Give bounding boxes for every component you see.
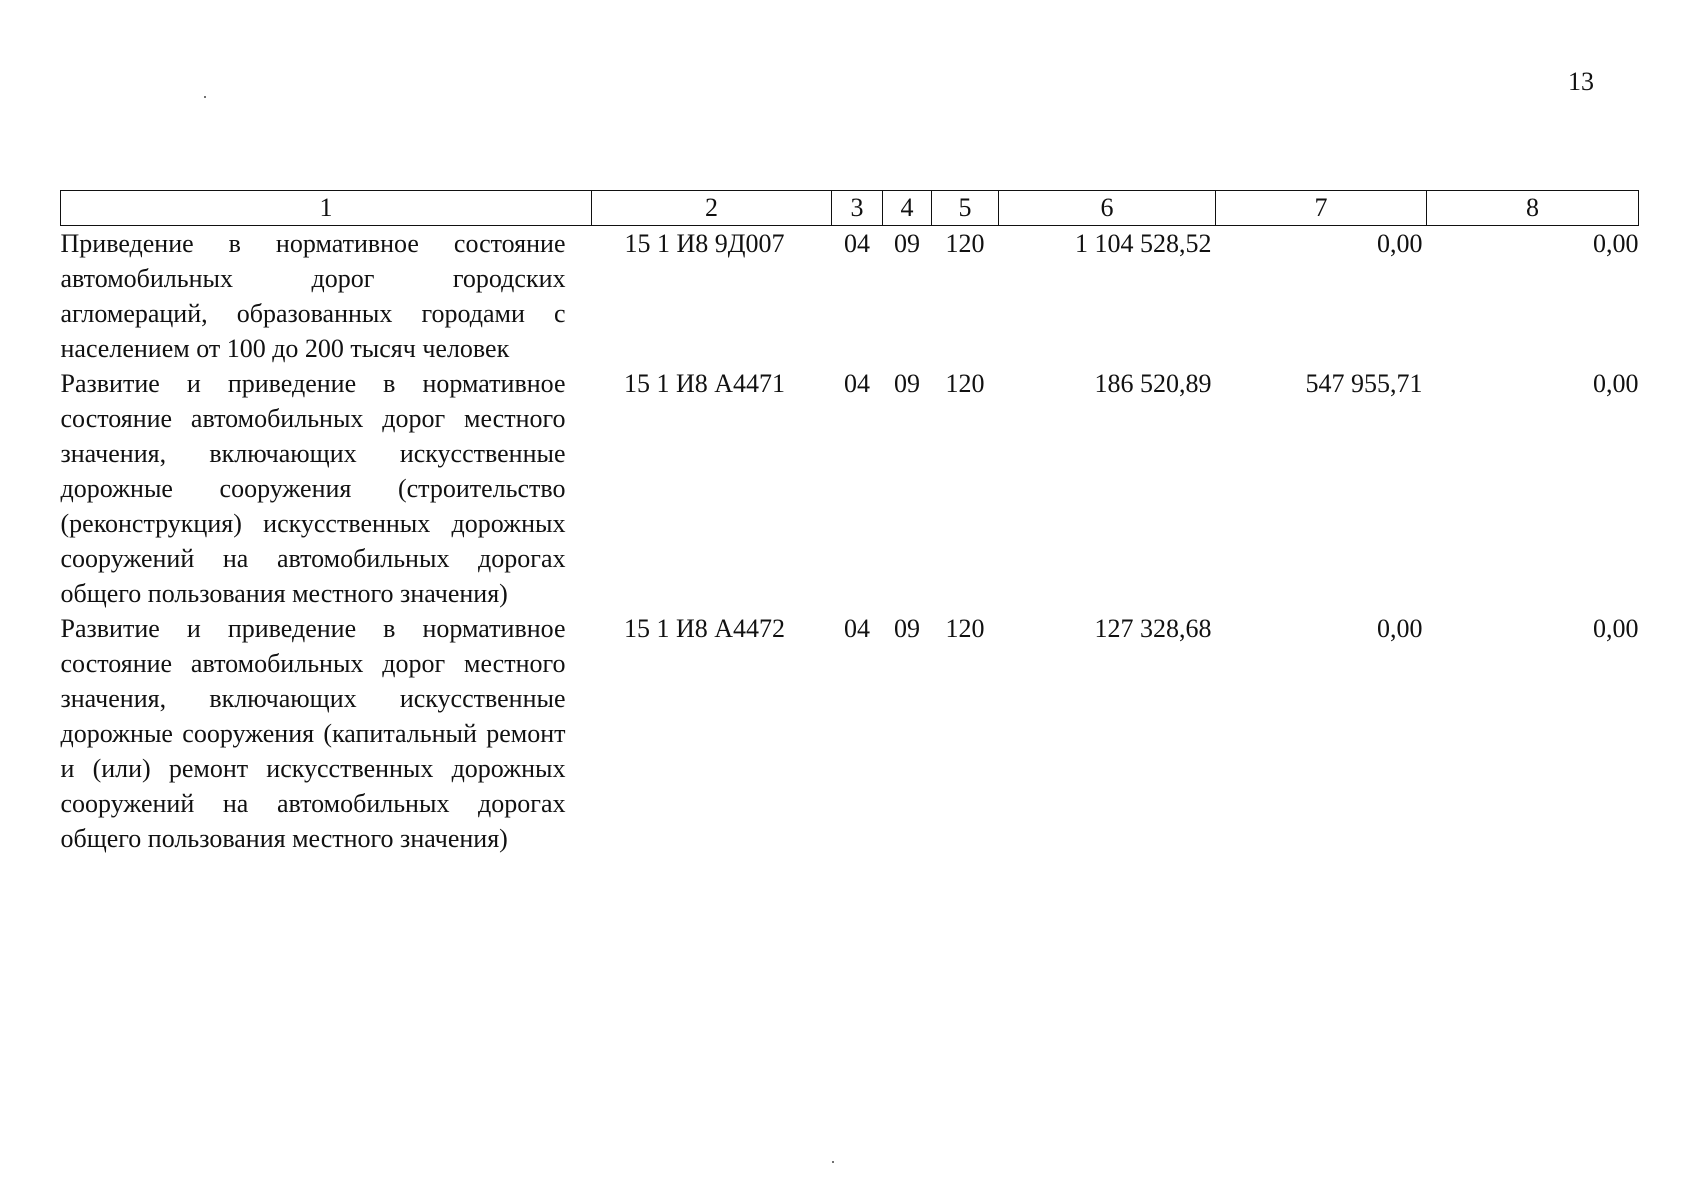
row-code: 15 1 И8 9Д007 — [624, 229, 785, 258]
column-header: 7 — [1216, 191, 1427, 226]
row-subsection: 09 — [894, 614, 920, 643]
row-amount-6: 127 328,68 — [1094, 614, 1212, 643]
row-amount-8: 0,00 — [1593, 369, 1639, 398]
table-row — [61, 226, 1639, 367]
column-header: 5 — [932, 191, 999, 226]
header-row — [61, 191, 1639, 226]
row-amount-6: 186 520,89 — [1094, 369, 1212, 398]
row-section: 04 — [844, 614, 870, 643]
column-header: 2 — [592, 191, 832, 226]
row-amount-7: 0,00 — [1377, 229, 1423, 258]
row-code: 15 1 И8 А4471 — [623, 369, 786, 398]
row-name: Развитие и приведение в нормативное состояние автомобильных дорог местного значения, включающих искусственные дорожные сооружения (строительство (реконструкция) искусственных дорожных сооружений на автомобильных дорогах общего пользования местного значения) — [60, 369, 566, 608]
table-row — [61, 611, 1639, 856]
column-header: 8 — [1427, 191, 1639, 226]
row-expense-type: 120 — [945, 369, 985, 398]
row-name: Развитие и приведение в нормативное состояние автомобильных дорог местного значения, включающих искусственные дорожные сооружения (капитальный ремонт и (или) ремонт искусственных дорожных сооружений на автомобильных дорогах общего пользования местного значения) — [60, 614, 566, 853]
row-amount-8: 0,00 — [1593, 614, 1639, 643]
row-amount-7: 547 955,71 — [1305, 369, 1423, 398]
scan-speck — [832, 1161, 834, 1163]
row-amount-7: 0,00 — [1377, 614, 1423, 643]
row-code: 15 1 И8 А4472 — [623, 614, 786, 643]
table-row — [61, 366, 1639, 611]
row-section: 04 — [844, 229, 870, 258]
row-name: Приведение в нормативное состояние автомобильных дорог городских агломераций, образованных городами с населением от 100 до 200 тысяч человек — [60, 229, 566, 363]
row-subsection: 09 — [894, 369, 920, 398]
scan-speck — [204, 96, 206, 98]
row-expense-type: 120 — [945, 614, 985, 643]
row-expense-type: 120 — [945, 229, 985, 258]
row-subsection: 09 — [894, 229, 920, 258]
row-amount-6: 1 104 528,52 — [1075, 229, 1212, 258]
column-header: 4 — [883, 191, 932, 226]
row-section: 04 — [844, 369, 870, 398]
column-header: 3 — [832, 191, 883, 226]
column-header: 1 — [61, 191, 592, 226]
row-amount-8: 0,00 — [1593, 229, 1639, 258]
page-number: 13 — [1568, 67, 1594, 96]
budget-table — [60, 190, 1639, 856]
column-header: 6 — [999, 191, 1216, 226]
